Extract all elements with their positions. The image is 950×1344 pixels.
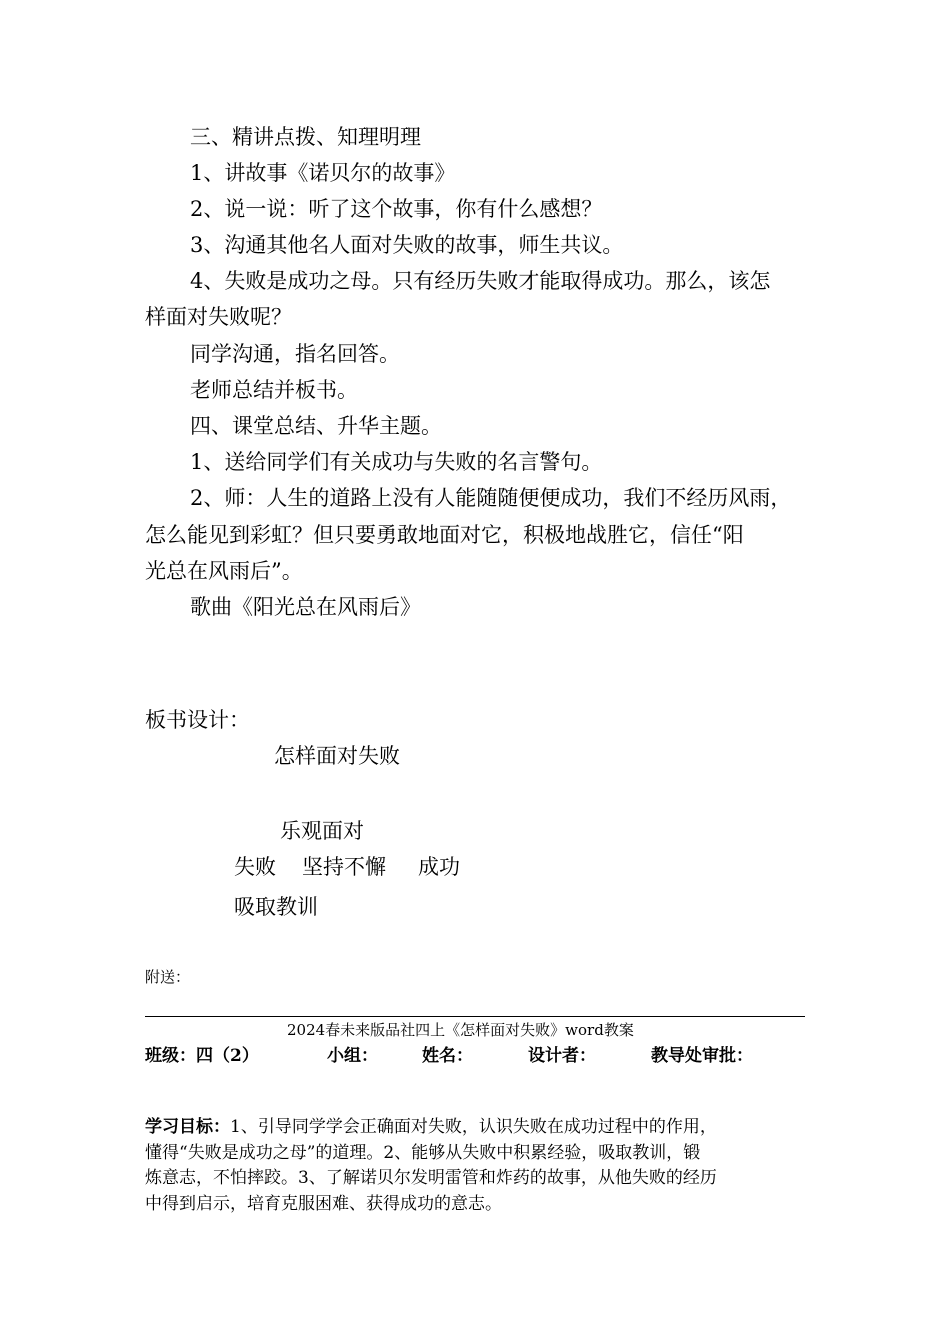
- goals-line-1: [145, 1116, 717, 1138]
- name-label: 姓名：: [422, 1046, 473, 1066]
- step-summary: 老师总结并板书。: [190, 378, 358, 402]
- step-teacher-1: 2、师：人生的道路上没有人能随随便便成功，我们不经历风雨，: [190, 486, 792, 510]
- designer-label: 设计者：: [528, 1046, 596, 1066]
- step-teacher-2: 怎么能见到彩虹？但只要勇敢地面对它，积极地战胜它，信任“阳: [145, 523, 744, 547]
- section-heading-4: 四、课堂总结、升华主题。: [190, 414, 442, 438]
- appendix-label: 附送：: [145, 968, 191, 986]
- doc2-title: 2024春未来版品社四上《怎样面对失败》word教案: [287, 1021, 634, 1039]
- step-failure-mother: 4、失败是成功之母。只有经历失败才能取得成功。那么，该怎: [190, 269, 771, 293]
- step-quotes: 1、送给同学们有关成功与失败的名言警句。: [190, 450, 603, 474]
- board-optimistic: 乐观面对: [280, 819, 364, 843]
- goals-line-3: 炼意志，不怕摔跤。3、了解诺贝尔发明雷管和炸药的故事，从他失败的经历: [145, 1168, 717, 1188]
- board-failure: 失败: [234, 855, 276, 879]
- step-song: 歌曲《阳光总在风雨后》: [190, 595, 421, 619]
- board-heading: 板书设计：: [145, 708, 250, 732]
- divider-line: [145, 1016, 805, 1017]
- section-heading-3: 三、精讲点拨、知理明理: [190, 125, 421, 149]
- goals-line-4: 中得到启示，培育克服困难、获得成功的意志。: [145, 1194, 502, 1214]
- step-answer: 同学沟通，指名回答。: [190, 342, 400, 366]
- step-story: 1、讲故事《诺贝尔的故事》: [190, 161, 456, 185]
- goals-text-1: 1、引导同学学会正确面对失败，认识失败在成功过程中的作用，: [230, 1117, 717, 1137]
- step-failure-mother-cont: 样面对失败呢？: [145, 305, 292, 329]
- goals-label: 学习目标：: [145, 1117, 230, 1137]
- class-label: 班级：四（2）: [145, 1046, 259, 1066]
- board-title: 怎样面对失败: [274, 744, 400, 768]
- goals-line-2: 懂得“失败是成功之母”的道理。2、能够从失败中积累经验，吸取教训，锻: [145, 1143, 701, 1163]
- board-success: 成功: [418, 855, 460, 879]
- step-communicate: 3、沟通其他名人面对失败的故事，师生共议。: [190, 233, 624, 257]
- approval-label: 教导处审批：: [651, 1046, 753, 1066]
- step-teacher-3: 光总在风雨后”。: [145, 559, 303, 583]
- board-persist: 坚持不懈: [302, 855, 386, 879]
- board-lesson: 吸取教训: [234, 895, 318, 919]
- group-label: 小组：: [327, 1046, 378, 1066]
- step-discuss: 2、说一说：听了这个故事，你有什么感想？: [190, 197, 603, 221]
